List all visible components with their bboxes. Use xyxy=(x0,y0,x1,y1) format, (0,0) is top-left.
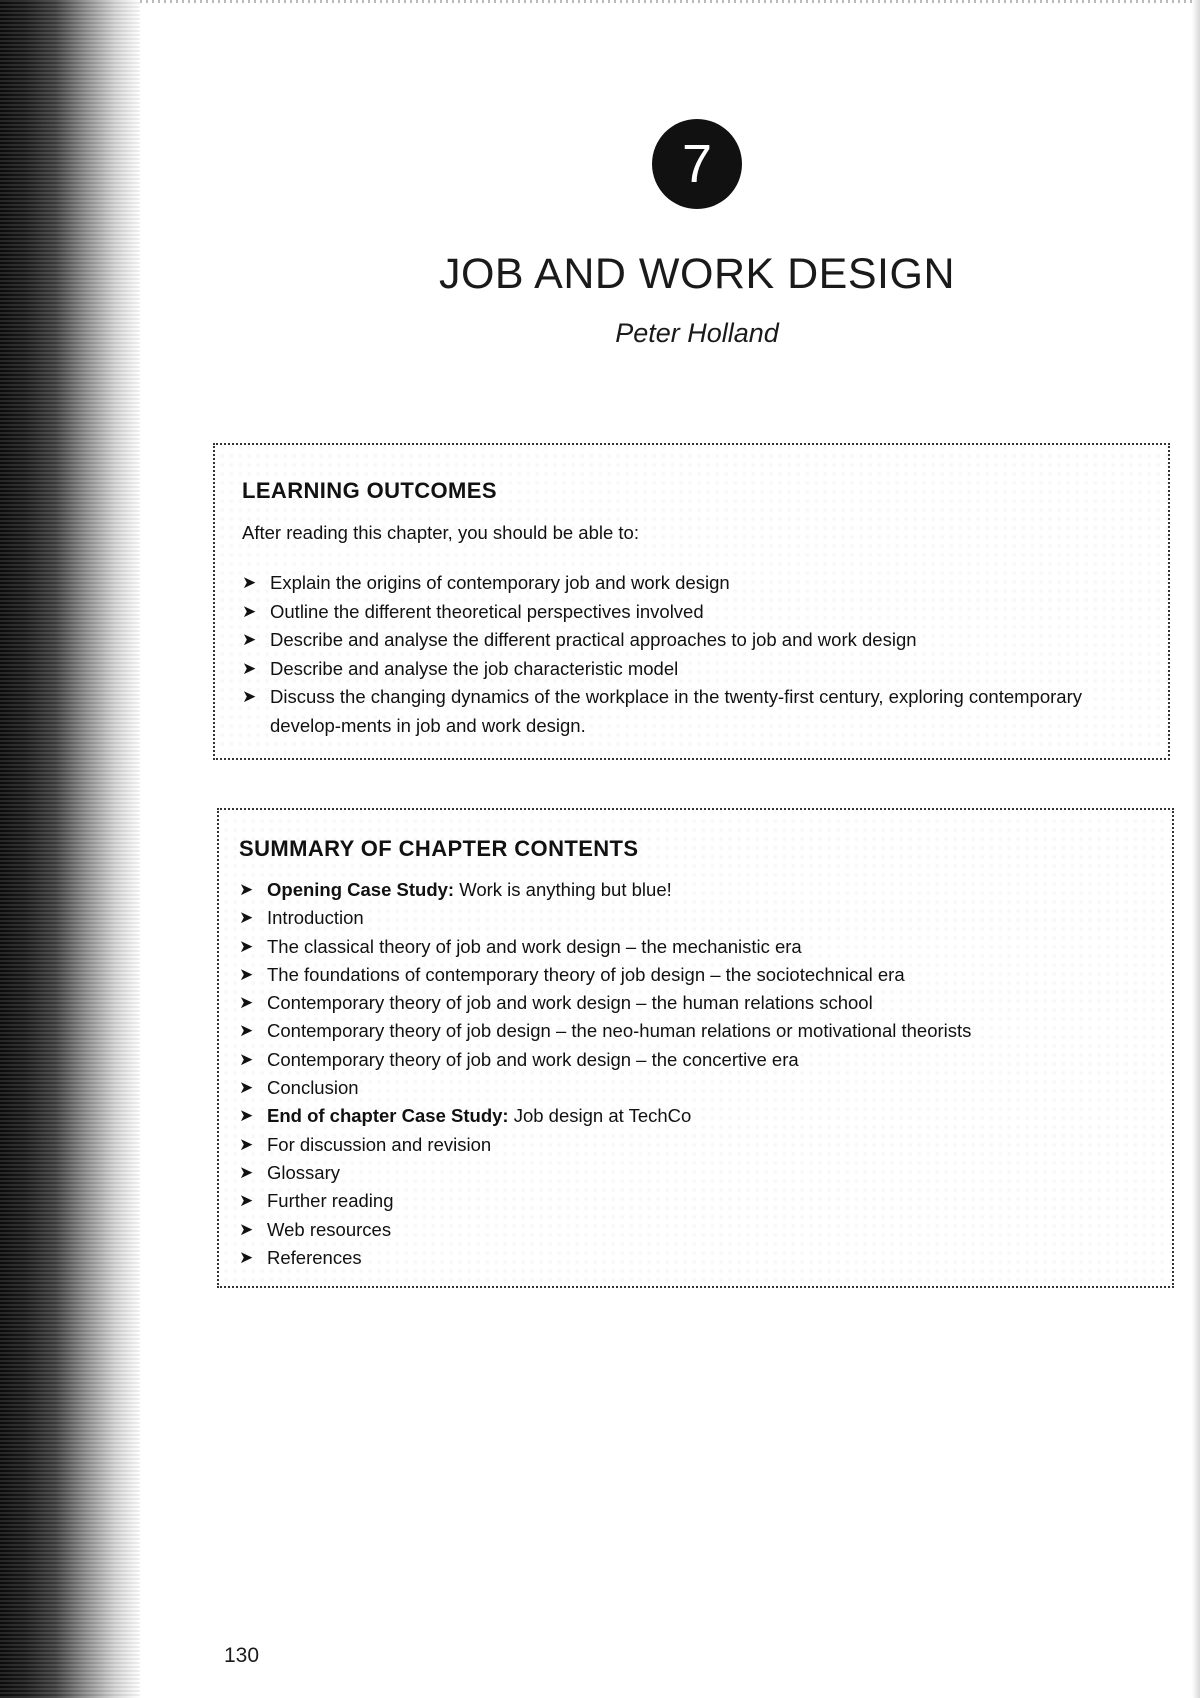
list-item: ➤ Contemporary theory of job and work design – the concertive era xyxy=(239,1046,1149,1074)
arrow-bullet-icon: ➤ xyxy=(239,1021,254,1041)
list-item: ➤ Introduction xyxy=(239,904,1149,932)
list-item: ➤ Describe and analyse the job characteristic model xyxy=(242,655,1152,684)
arrow-bullet-icon: ➤ xyxy=(239,880,254,899)
arrow-bullet-icon: ➤ xyxy=(242,630,257,649)
arrow-bullet-icon: ➤ xyxy=(239,908,254,928)
arrow-bullet-icon: ➤ xyxy=(239,1219,254,1239)
list-item: ➤ Further reading xyxy=(239,1187,1149,1215)
arrow-bullet-icon: ➤ xyxy=(239,1247,254,1267)
list-item: ➤ Describe and analyse the different practical approaches to job and work design xyxy=(242,626,1152,655)
scan-top-edge xyxy=(140,0,1200,3)
learning-outcomes-box xyxy=(213,443,1170,760)
learning-outcomes-heading: LEARNING OUTCOMES xyxy=(242,478,497,503)
list-item: ➤ Explain the origins of contemporary job and work design xyxy=(242,569,1152,598)
arrow-bullet-icon: ➤ xyxy=(239,1191,254,1211)
list-item: ➤ Web resources xyxy=(239,1216,1149,1244)
arrow-bullet-icon: ➤ xyxy=(239,1162,254,1182)
list-item: ➤ The foundations of contemporary theory of job design – the sociotechnical era xyxy=(239,961,1149,989)
arrow-bullet-icon: ➤ xyxy=(239,936,254,956)
list-item: ➤ For discussion and revision xyxy=(239,1131,1149,1159)
list-item: ➤ Discuss the changing dynamics of the workplace in the twenty-first century, exploring contemporary develop-ments in job and work design. xyxy=(242,683,1152,740)
chapter-summary-heading: SUMMARY OF CHAPTER CONTENTS xyxy=(239,836,639,861)
list-item: ➤ Conclusion xyxy=(239,1074,1149,1102)
arrow-bullet-icon: ➤ xyxy=(242,573,257,592)
chapter-author: Peter Holland xyxy=(615,318,779,348)
chapter-summary-list xyxy=(239,876,1149,1272)
arrow-bullet-icon: ➤ xyxy=(242,601,257,621)
chapter-title: JOB AND WORK DESIGN xyxy=(438,250,955,298)
page-number: 130 xyxy=(224,1644,260,1667)
arrow-bullet-icon: ➤ xyxy=(239,1078,254,1098)
chapter-number-badge: 7 xyxy=(652,119,742,209)
list-item: ➤ Glossary xyxy=(239,1159,1149,1187)
scan-shadow-edge xyxy=(0,0,140,1698)
chapter-summary-box xyxy=(217,808,1174,1288)
arrow-bullet-icon: ➤ xyxy=(239,993,254,1013)
arrow-bullet-icon: ➤ xyxy=(239,1049,254,1069)
arrow-bullet-icon: ➤ xyxy=(242,687,257,706)
list-item: ➤ Contemporary theory of job and work design – the human relations school xyxy=(239,989,1149,1017)
list-item: ➤ The classical theory of job and work design – the mechanistic era xyxy=(239,933,1149,961)
arrow-bullet-icon: ➤ xyxy=(239,1106,254,1126)
list-item: ➤ Contemporary theory of job design – the neo-human relations or motivational theorists xyxy=(239,1017,1149,1045)
scan-right-edge xyxy=(1192,0,1200,1698)
arrow-bullet-icon: ➤ xyxy=(239,1134,254,1154)
list-item: ➤ End of chapter Case Study: Job design at TechCo xyxy=(239,1102,1149,1130)
learning-outcomes-intro: After reading this chapter, you should be able to: xyxy=(242,522,639,543)
arrow-bullet-icon: ➤ xyxy=(239,964,254,984)
list-item: ➤ Opening Case Study: Work is anything but blue! xyxy=(239,876,1149,904)
list-item: ➤ References xyxy=(239,1244,1149,1272)
arrow-bullet-icon: ➤ xyxy=(242,658,257,678)
learning-outcomes-list xyxy=(242,569,1152,740)
list-item: ➤ Outline the different theoretical perspectives involved xyxy=(242,598,1152,627)
